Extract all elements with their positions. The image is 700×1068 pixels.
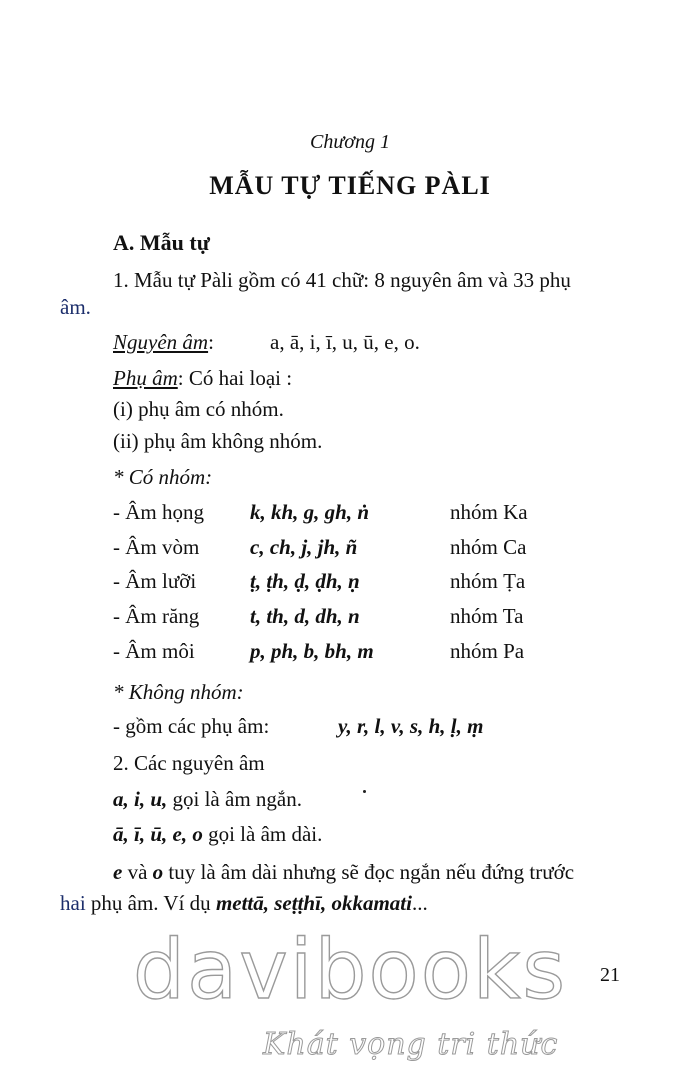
paragraph-1-line-1: 1. Mẫu tự Pàli gồm có 41 chữ: 8 nguyên âm và 33 phụ — [113, 268, 571, 292]
group-label: - Âm lưỡi — [113, 569, 197, 593]
consonants-label: Phụ âm — [113, 366, 178, 390]
note-and: và — [122, 860, 153, 884]
vowels-list: a, ā, i, ī, u, ū, e, o. — [270, 330, 420, 354]
group-name: nhóm Ka — [450, 500, 528, 524]
group-label: - Âm họng — [113, 500, 204, 524]
note-line-2-text: phụ âm. Ví dụ — [85, 891, 216, 915]
stray-dot — [363, 790, 366, 793]
paragraph-2: 2. Các nguyên âm — [113, 751, 265, 775]
page-number: 21 — [600, 964, 620, 986]
note-line-1-text: tuy là âm dài nhưng sẽ đọc ngắn nếu đứng trước — [163, 860, 575, 884]
chapter-title: MẪU TỰ TIẾNG PÀLI — [209, 171, 491, 200]
item-i: (i) phụ âm có nhóm. — [113, 397, 284, 421]
note-vowel-o: o — [152, 860, 164, 884]
short-vowels-text: gọi là âm ngắn. — [167, 787, 302, 811]
vowels-colon: : — [208, 330, 214, 354]
long-vowels-line — [113, 824, 322, 845]
group-label: - Âm vòm — [113, 535, 200, 559]
ungrouped-heading: * Không nhóm: — [113, 680, 244, 704]
vowels-label: Nguyên âm — [113, 330, 209, 354]
group-label: - Âm môi — [113, 639, 195, 663]
group-letters: c, ch, j, jh, ñ — [250, 535, 358, 559]
group-name: nhóm Ca — [450, 535, 527, 559]
note-ellipsis: ... — [411, 891, 428, 915]
group-label: - Âm răng — [113, 604, 200, 628]
watermark-tagline: Khát vọng tri thức — [263, 1027, 559, 1062]
consonants-text: : Có hai loại : — [177, 366, 293, 390]
group-letters: p, ph, b, bh, m — [250, 639, 374, 663]
ungrouped-label: - gồm các phụ âm: — [113, 714, 270, 738]
section-heading: A. Mẫu tự — [113, 230, 210, 255]
group-letters: t, th, d, dh, n — [250, 604, 360, 628]
short-vowels: a, i, u, — [113, 787, 168, 811]
item-ii: (ii) phụ âm không nhóm. — [113, 429, 323, 453]
long-vowels: ā, ī, ū, e, o — [113, 822, 203, 846]
note-line-1 — [113, 862, 574, 883]
vowels-line — [113, 332, 214, 353]
note-vowel-e: e — [113, 860, 123, 884]
group-letters: k, kh, g, gh, ṅ — [250, 500, 370, 524]
group-letters: ṭ, ṭh, ḍ, ḍh, ṇ — [250, 569, 360, 593]
ungrouped-letters: y, r, l, v, s, h, ḷ, ṃ — [338, 714, 484, 738]
paragraph-1-line-2: âm. — [60, 295, 91, 319]
group-name: nhóm Ṭa — [450, 569, 526, 593]
long-vowels-text: gọi là âm dài. — [202, 822, 323, 846]
group-name: nhóm Ta — [450, 604, 524, 628]
grouped-heading: * Có nhóm: — [113, 465, 213, 489]
short-vowels-line — [113, 789, 302, 810]
group-name: nhóm Pa — [450, 639, 525, 663]
note-line-2-start: hai — [60, 891, 86, 915]
consonants-line — [113, 368, 292, 389]
note-examples: mettā, seṭṭhī, okkamati — [215, 891, 412, 915]
watermark-brand: davibooks — [132, 923, 568, 1018]
chapter-label: Chương 1 — [310, 131, 390, 153]
note-line-2 — [60, 893, 428, 914]
